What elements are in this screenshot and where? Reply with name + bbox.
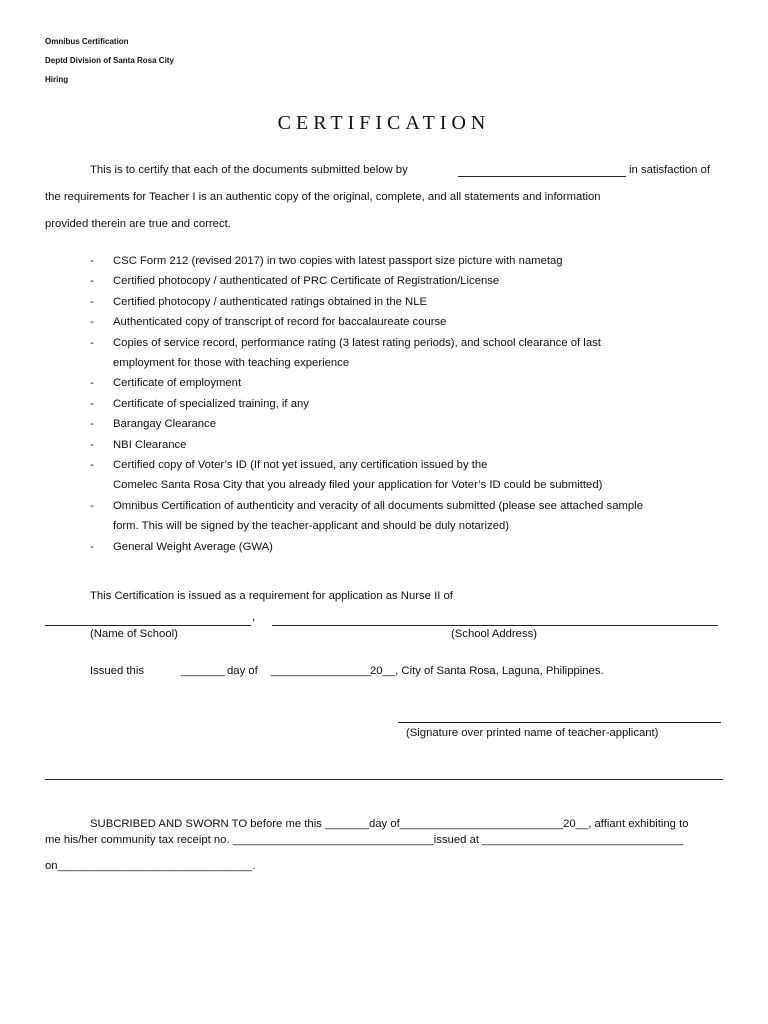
header-line-1: Omnibus Certification xyxy=(45,37,129,46)
school-address-blank xyxy=(272,625,718,626)
issued-this: Issued this xyxy=(90,665,145,677)
intro-line-2: the requirements for Teacher I is an authentic copy of the original, complete, and all statements and information xyxy=(45,191,601,203)
list-item-text: employment for those with teaching experience xyxy=(113,356,350,369)
list-item-text: Certificate of specialized training, if any xyxy=(113,397,309,410)
list-item xyxy=(90,255,720,275)
list-item-text: CSC Form 212 (revised 2017) in two copies with latest passport size picture with nametag xyxy=(113,255,563,267)
list-item xyxy=(90,275,720,295)
list-item xyxy=(90,541,720,561)
list-item-text: Comelec Santa Rosa City that you already filed your application for Voter’s ID could be submitted) xyxy=(113,479,603,492)
sworn-line-1: SUBCRIBED AND SWORN TO before me this _______day of__________________________20__, affiant exhibiting to xyxy=(90,818,689,830)
list-bullet: - xyxy=(90,316,94,329)
issued-month-blank: ________________ xyxy=(271,665,372,677)
list-bullet: - xyxy=(90,459,94,471)
list-item-text: Certificate of employment xyxy=(113,377,242,390)
comma: , xyxy=(252,611,256,623)
section-divider xyxy=(45,779,723,780)
list-bullet: - xyxy=(90,499,94,512)
list-item-text: NBI Clearance xyxy=(113,438,187,451)
header-line-3: Hiring xyxy=(45,75,69,84)
list-bullet: - xyxy=(90,397,94,410)
list-bullet: - xyxy=(90,438,94,451)
intro-line-1-start: This is to certify that each of the documents submitted below by xyxy=(90,164,408,176)
list-item-text: Certified photocopy / authenticated of PRC Certificate of Registration/License xyxy=(113,275,500,288)
list-item-text: Copies of service record, performance rating (3 latest rating periods), and school clearance of last xyxy=(113,336,601,349)
school-name-blank xyxy=(45,625,251,626)
list-item xyxy=(90,439,720,459)
issued-year-place: 20__, City of Santa Rosa, Laguna, Philippines. xyxy=(370,665,604,677)
list-item-text: General Weight Average (GWA) xyxy=(113,540,273,553)
sworn-line-3: on_______________________________. xyxy=(45,860,256,872)
list-item-text: Omnibus Certification of authenticity and veracity of all documents submitted (please see attached sample xyxy=(113,499,643,512)
list-bullet: - xyxy=(90,377,94,390)
list-item xyxy=(90,377,720,397)
list-bullet: - xyxy=(90,255,94,267)
sworn-line-2: me his/her community tax receipt no. ________________________________issued at ________________________________ xyxy=(45,834,684,846)
list-item xyxy=(90,500,720,541)
list-bullet: - xyxy=(90,295,94,308)
list-item xyxy=(90,418,720,438)
list-item-text: Certified copy of Voter’s ID (If not yet issued, any certification issued by the xyxy=(113,459,488,471)
list-item-text: Barangay Clearance xyxy=(113,418,216,431)
list-bullet: - xyxy=(90,336,94,349)
issued-for-text: This Certification is issued as a requirement for application as Nurse II of xyxy=(90,590,453,602)
list-item-text: form. This will be signed by the teacher-applicant and should be duly notarized) xyxy=(113,520,510,533)
list-item xyxy=(90,316,720,336)
list-bullet: - xyxy=(90,418,94,431)
list-item xyxy=(90,296,720,316)
list-item xyxy=(90,398,720,418)
signature-label: (Signature over printed name of teacher-applicant) xyxy=(406,727,659,739)
intro-line-1-end: in satisfaction of xyxy=(629,164,711,176)
list-item-text: Authenticated copy of transcript of record for baccalaureate course xyxy=(113,316,447,329)
list-bullet: - xyxy=(90,275,94,288)
submitter-name-blank xyxy=(458,176,626,177)
document-title: CERTIFICATION xyxy=(277,112,491,134)
list-bullet: - xyxy=(90,540,94,553)
school-name-label: (Name of School) xyxy=(90,628,178,640)
list-item xyxy=(90,459,720,500)
list-item-text: Certified photocopy / authenticated ratings obtained in the NLE xyxy=(113,295,428,308)
issued-day-blank: _______ xyxy=(181,665,225,677)
issued-day-of: day of xyxy=(227,665,258,677)
list-item xyxy=(90,337,720,378)
intro-line-3: provided therein are true and correct. xyxy=(45,218,231,230)
header-line-2: Deptd Division of Santa Rosa City xyxy=(45,56,174,65)
signature-line xyxy=(398,722,721,723)
school-address-label: (School Address) xyxy=(451,628,538,640)
